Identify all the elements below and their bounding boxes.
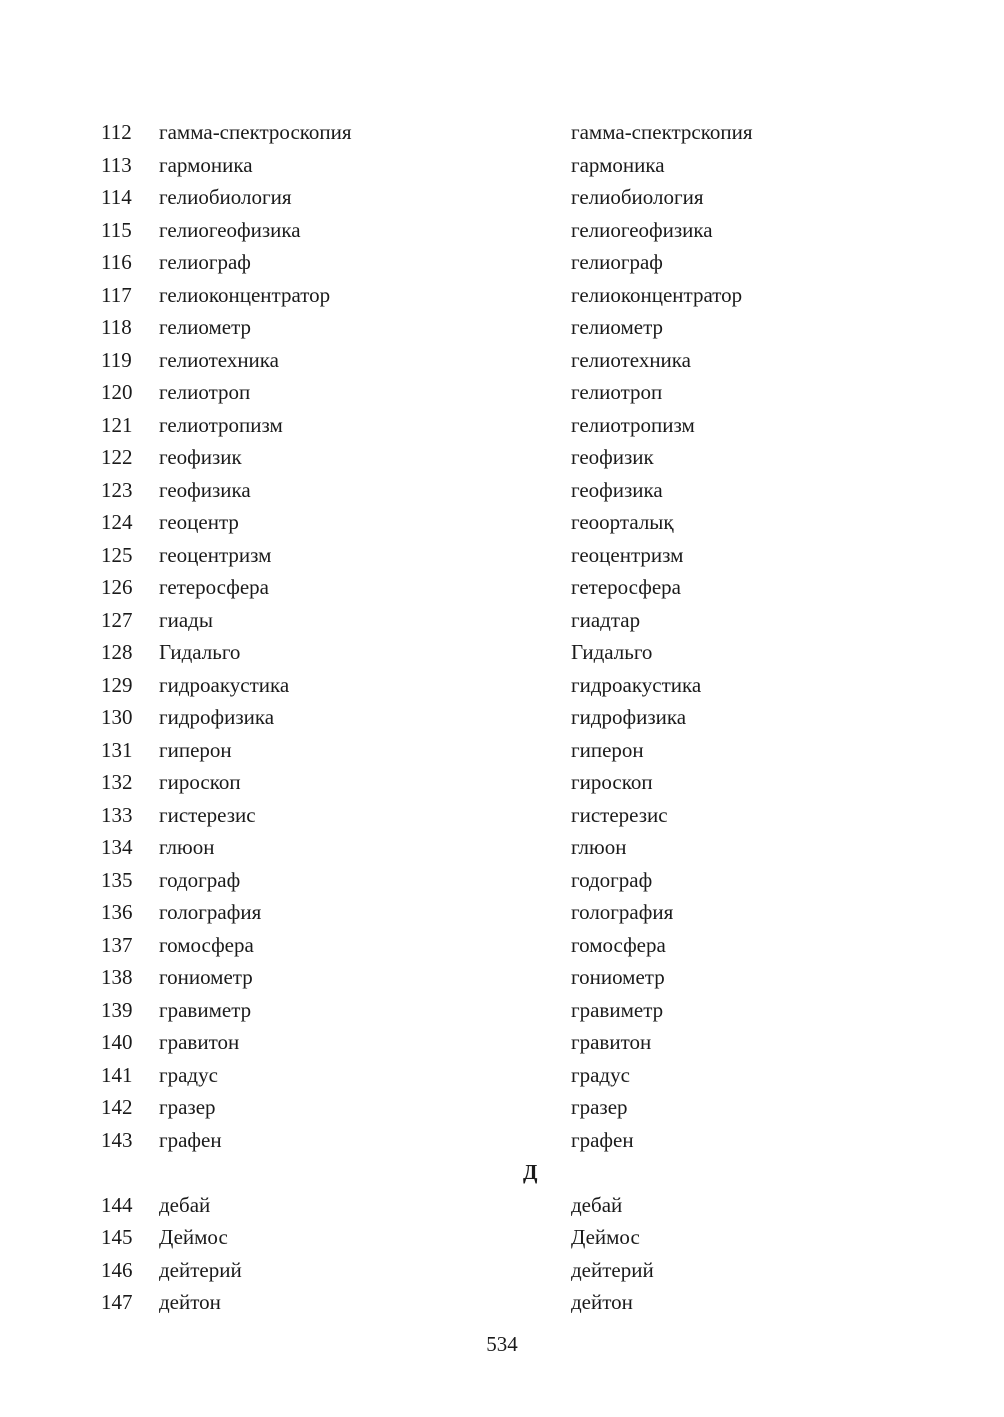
glossary-row — [0, 1189, 1004, 1222]
term-russian: гелиобиология — [159, 185, 292, 209]
term-kazakh: градус — [571, 1062, 630, 1087]
term-russian: графен — [159, 1127, 222, 1152]
entry-number: 140 — [101, 1030, 133, 1054]
term-kazakh: гамма-спектрскопия — [571, 120, 753, 144]
term-russian: гелиотроп — [159, 380, 251, 404]
term-kazakh: годограф — [571, 867, 653, 892]
entry-number: 114 — [101, 185, 132, 209]
term-kazakh: гетеросфера — [571, 575, 682, 599]
entry-number: 138 — [101, 965, 133, 989]
entry-number: 124 — [101, 510, 133, 534]
glossary-row — [0, 441, 1004, 474]
term-russian: гелиогеофизика — [159, 217, 301, 242]
term-russian: дейтон — [159, 1290, 221, 1314]
glossary-row — [0, 214, 1004, 247]
entry-number: 144 — [101, 1192, 133, 1217]
term-kazakh: гидроакустика — [571, 672, 702, 697]
term-russian: геоцентр — [159, 510, 239, 534]
entry-number: 136 — [101, 900, 133, 924]
glossary-row — [0, 831, 1004, 864]
entry-number: 125 — [101, 542, 133, 567]
term-russian: гомосфера — [159, 932, 254, 957]
term-kazakh: Деймос — [571, 1225, 640, 1249]
term-russian: глюон — [159, 835, 215, 859]
entry-number: 126 — [101, 575, 133, 599]
term-kazakh: геофизика — [571, 477, 663, 502]
glossary-row — [0, 311, 1004, 344]
entry-number: 129 — [101, 672, 133, 697]
glossary-row — [0, 1124, 1004, 1157]
term-kazakh: гармоника — [571, 152, 665, 177]
term-russian: геофизика — [159, 477, 251, 502]
entry-number: 117 — [101, 282, 132, 307]
term-russian: гелиометр — [159, 315, 252, 339]
term-kazakh: гелиотехника — [571, 347, 692, 372]
glossary-row — [0, 116, 1004, 149]
term-russian: голография — [159, 900, 262, 924]
entry-number: 137 — [101, 932, 133, 957]
term-russian: гразер — [159, 1095, 216, 1119]
glossary-row — [0, 1221, 1004, 1254]
term-kazakh: дейтон — [571, 1290, 633, 1314]
term-russian: дейтерий — [159, 1257, 242, 1282]
glossary-row — [0, 864, 1004, 897]
glossary-row — [0, 799, 1004, 832]
entry-number: 141 — [101, 1062, 133, 1087]
glossary-row — [0, 1286, 1004, 1319]
term-russian: годограф — [159, 867, 241, 892]
glossary-row — [0, 734, 1004, 767]
entry-number: 120 — [101, 380, 133, 404]
glossary-row — [0, 961, 1004, 994]
term-kazakh: гелиобиология — [571, 185, 704, 209]
glossary-row — [0, 1059, 1004, 1092]
entry-number: 131 — [101, 737, 133, 762]
entry-number: 121 — [101, 412, 133, 437]
term-kazakh: гиперон — [571, 737, 644, 762]
term-russian: дебай — [159, 1192, 211, 1217]
term-kazakh: гелиограф — [571, 250, 663, 274]
term-russian: гистерезис — [159, 802, 256, 827]
term-russian: гониометр — [159, 965, 253, 989]
glossary-row — [0, 636, 1004, 669]
term-kazakh: гироскоп — [571, 770, 653, 794]
term-russian: гелиотропизм — [159, 412, 283, 437]
glossary-table — [0, 116, 1004, 1319]
entry-number: 139 — [101, 997, 133, 1022]
term-russian: гамма-спектроскопия — [159, 120, 352, 144]
term-kazakh: Гидальго — [571, 640, 653, 664]
term-kazakh: геоорталық — [571, 510, 674, 534]
term-kazakh: гистерезис — [571, 802, 668, 827]
term-kazakh: гравиметр — [571, 997, 664, 1022]
entries-group-g — [0, 116, 1004, 1156]
term-russian: гироскоп — [159, 770, 241, 794]
term-kazakh: геофизик — [571, 445, 654, 469]
term-russian: геофизик — [159, 445, 242, 469]
glossary-row — [0, 701, 1004, 734]
glossary-row — [0, 669, 1004, 702]
entry-number: 135 — [101, 867, 133, 892]
term-kazakh: гидрофизика — [571, 705, 687, 729]
entry-number: 142 — [101, 1095, 133, 1119]
term-russian: гетеросфера — [159, 575, 270, 599]
entry-number: 133 — [101, 802, 133, 827]
term-kazakh: гиадтар — [571, 607, 641, 632]
entry-number: 115 — [101, 217, 132, 242]
term-russian: гиады — [159, 607, 213, 632]
glossary-row — [0, 571, 1004, 604]
entry-number: 116 — [101, 250, 132, 274]
page-number: 534 — [486, 1332, 518, 1356]
entry-number: 146 — [101, 1257, 133, 1282]
term-kazakh: гелиотроп — [571, 380, 663, 404]
entry-number: 145 — [101, 1225, 133, 1249]
term-russian: гелиоконцентратор — [159, 282, 331, 307]
term-russian: геоцентризм — [159, 542, 272, 567]
term-kazakh: гелиоконцентратор — [571, 282, 743, 307]
term-kazakh: графен — [571, 1127, 634, 1152]
glossary-row — [0, 474, 1004, 507]
entry-number: 132 — [101, 770, 133, 794]
entry-number: 123 — [101, 477, 133, 502]
glossary-row — [0, 539, 1004, 572]
entry-number: 147 — [101, 1290, 133, 1314]
term-russian: Деймос — [159, 1225, 228, 1249]
entry-number: 113 — [101, 152, 132, 177]
entry-number: 143 — [101, 1127, 133, 1152]
term-kazakh: гелиогеофизика — [571, 217, 713, 242]
entry-number: 119 — [101, 347, 132, 372]
entry-number: 128 — [101, 640, 133, 664]
term-russian: гравитон — [159, 1030, 240, 1054]
glossary-row — [0, 344, 1004, 377]
entry-number: 130 — [101, 705, 133, 729]
term-kazakh: геоцентризм — [571, 542, 684, 567]
term-russian: гравиметр — [159, 997, 252, 1022]
term-kazakh: гелиотропизм — [571, 412, 695, 437]
glossary-row — [0, 604, 1004, 637]
term-kazakh: дебай — [571, 1192, 623, 1217]
glossary-row — [0, 181, 1004, 214]
term-kazakh: гравитон — [571, 1030, 652, 1054]
term-kazakh: гониометр — [571, 965, 665, 989]
entry-number: 134 — [101, 835, 133, 859]
term-russian: градус — [159, 1062, 218, 1087]
term-russian: гидрофизика — [159, 705, 275, 729]
term-kazakh: дейтерий — [571, 1257, 654, 1282]
term-kazakh: голография — [571, 900, 674, 924]
term-kazakh: глюон — [571, 835, 627, 859]
term-russian: гармоника — [159, 152, 253, 177]
entry-number: 118 — [101, 315, 132, 339]
glossary-row — [0, 929, 1004, 962]
entry-number: 112 — [101, 120, 132, 144]
term-kazakh: гразер — [571, 1095, 628, 1119]
glossary-row — [0, 766, 1004, 799]
glossary-row — [0, 279, 1004, 312]
term-russian: гелиотехника — [159, 347, 280, 372]
section-letter: Д — [523, 1160, 538, 1184]
glossary-row — [0, 246, 1004, 279]
term-russian: гелиограф — [159, 250, 251, 274]
glossary-row — [0, 506, 1004, 539]
term-russian: Гидальго — [159, 640, 241, 664]
glossary-row — [0, 1091, 1004, 1124]
glossary-row — [0, 896, 1004, 929]
glossary-row — [0, 149, 1004, 182]
glossary-row — [0, 376, 1004, 409]
term-kazakh: гомосфера — [571, 932, 666, 957]
entry-number: 122 — [101, 445, 133, 469]
glossary-row — [0, 409, 1004, 442]
glossary-row — [0, 1254, 1004, 1287]
glossary-row — [0, 994, 1004, 1027]
term-kazakh: гелиометр — [571, 315, 664, 339]
entry-number: 127 — [101, 607, 133, 632]
term-russian: гидроакустика — [159, 672, 290, 697]
term-russian: гиперон — [159, 737, 232, 762]
entries-group-d — [0, 1189, 1004, 1319]
glossary-row — [0, 1026, 1004, 1059]
section-heading — [0, 1156, 1004, 1189]
